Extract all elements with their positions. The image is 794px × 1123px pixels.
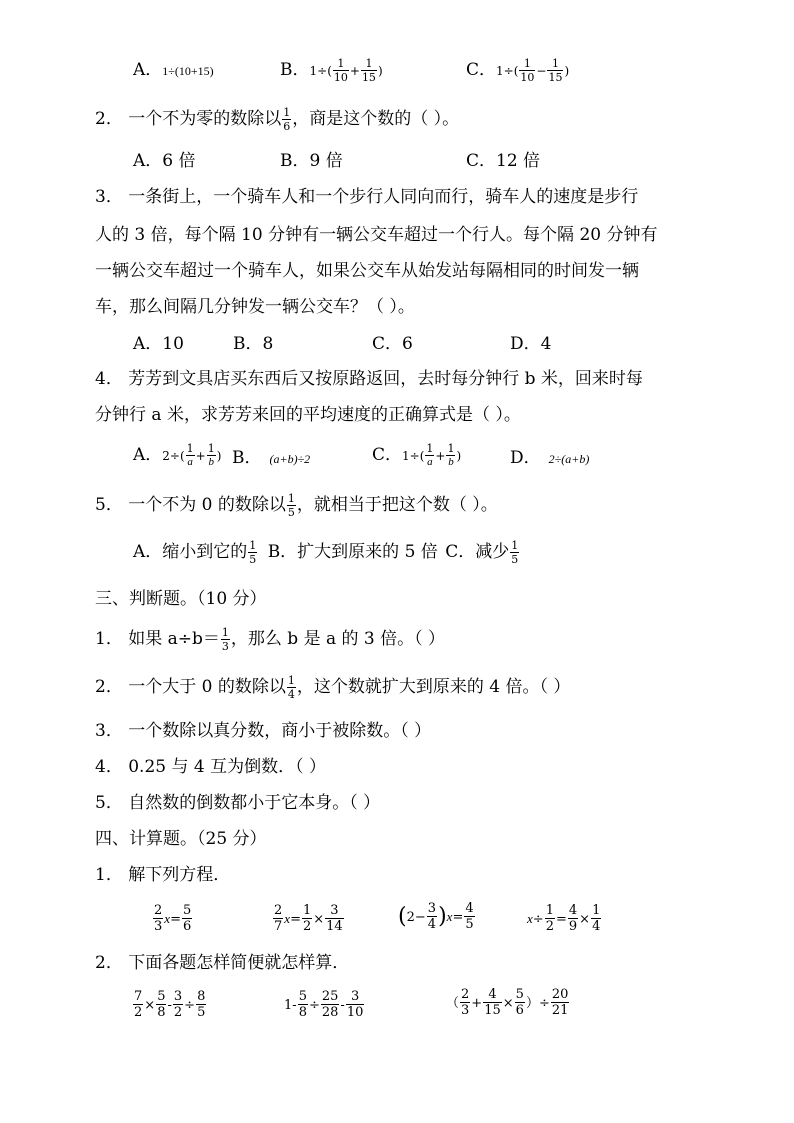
q4-line-1: 4． 芳芳到文具店买东西后又按原路返回，去时每分钟行 b 米，回来时每 (95, 369, 643, 389)
equation-2: $\frac{2}{7}$ x= $\frac{1}{2}$ × $\frac{3}{14}$ (274, 903, 343, 934)
judge-1: 1． 如果 a÷b＝ $\frac{1}{3}$ ，那么 b 是 a 的 3 倍。（ ） (95, 626, 446, 653)
q3-option-d: D．4 (510, 334, 552, 354)
q2-stem: 2． 一个不为零的数除以 $\frac{1}{6}$ ，商是这个数的（ ）。 (95, 106, 460, 133)
q4-option-c: C．1÷( $\frac{1}{a}$ + $\frac{1}{b}$ ) (372, 442, 462, 468)
q2-option-a: A．6 倍 (133, 151, 196, 171)
q1-option-c: C．1÷( $\frac{1}{10}$ − $\frac{1}{15}$ ) (466, 57, 570, 84)
equation-4: x÷ $\frac{1}{2}$ = $\frac{4}{9}$ × $\frac{1}{4}$ (527, 903, 601, 934)
simplify-3: （ $\frac{2}{3}$ + $\frac{4}{15}$ × $\frac{5}{6}$ ）÷ $\frac{20}{21}$ (446, 987, 569, 1018)
q3-option-a: A．10 (133, 334, 184, 354)
judge-5: 5． 自然数的倒数都小于它本身。（ ） (95, 793, 381, 813)
section-4-title: 四、计算题。（25 分） (95, 829, 267, 849)
q3-option-c: C．6 (372, 334, 413, 354)
q1-option-b: B．1÷( $\frac{1}{10}$ + $\frac{1}{15}$ ) (280, 57, 383, 84)
calc-2-heading: 2． 下面各题怎样简便就怎样算． (95, 953, 350, 973)
q4-option-b: B． (a+b)÷2 (232, 448, 311, 468)
q2-option-c: C．12 倍 (466, 151, 541, 171)
q1-option-a: A．1÷(10+15) (133, 60, 214, 80)
calc-1-heading: 1． 解下列方程． (95, 865, 231, 885)
q5-stem: 5． 一个不为 0 的数除以 $\frac{1}{5}$ ，就相当于把这个数（ ）。 (95, 492, 498, 519)
q5-options: A．缩小到它的 $\frac{1}{5}$ B．扩大到原来的 5 倍 C．减少 $\frac{1}{5}$ (133, 539, 519, 566)
q2-option-b: B．9 倍 (280, 151, 343, 171)
q4-option-d: D． 2÷(a+b) (510, 448, 590, 468)
judge-3: 3． 一个数除以真分数，商小于被除数。（ ） (95, 721, 432, 741)
judge-2: 2． 一个大于 0 的数除以 $\frac{1}{4}$ ，这个数就扩大到原来的 4 倍。（ ） (95, 674, 571, 701)
q4-line-2: 分钟行 a 米，求芳芳来回的平均速度的正确算式是（ ）。 (95, 405, 521, 425)
q3-line-3: 一辆公交车超过一个骑车人，如果公交车从始发站每隔相同的时间发一辆 (95, 261, 639, 281)
q3-line-2: 人的 3 倍，每个隔 10 分钟有一辆公交车超过一个行人。每个隔 20 分钟有 (95, 225, 658, 245)
q3-line-4: 车，那么间隔几分钟发一辆公交车？（ ）。 (95, 297, 415, 317)
section-3-title: 三、判断题。（10 分） (95, 589, 267, 609)
judge-4: 4． 0.25 与 4 互为倒数．（ ） (95, 757, 327, 777)
q4-option-a: A．2÷( $\frac{1}{a}$ + $\frac{1}{b}$ ) (133, 442, 222, 468)
simplify-1: $\frac{7}{2}$ × $\frac{5}{8}$ - $\frac{3}{2}$ ÷ $\frac{8}{5}$ (134, 989, 206, 1020)
equation-3: (2− $\frac{3}{4}$ )x= $\frac{4}{5}$ (398, 901, 474, 932)
equation-1: $\frac{2}{3}$ x= $\frac{5}{6}$ (154, 903, 192, 934)
q3-option-b: B．8 (233, 334, 274, 354)
q3-line-1: 3． 一条街上，一个骑车人和一个步行人同向而行，骑车人的速度是步行 (95, 187, 639, 207)
simplify-2: 1- $\frac{5}{8}$ ÷ $\frac{25}{28}$ - $\frac{3}{10}$ (284, 989, 364, 1020)
